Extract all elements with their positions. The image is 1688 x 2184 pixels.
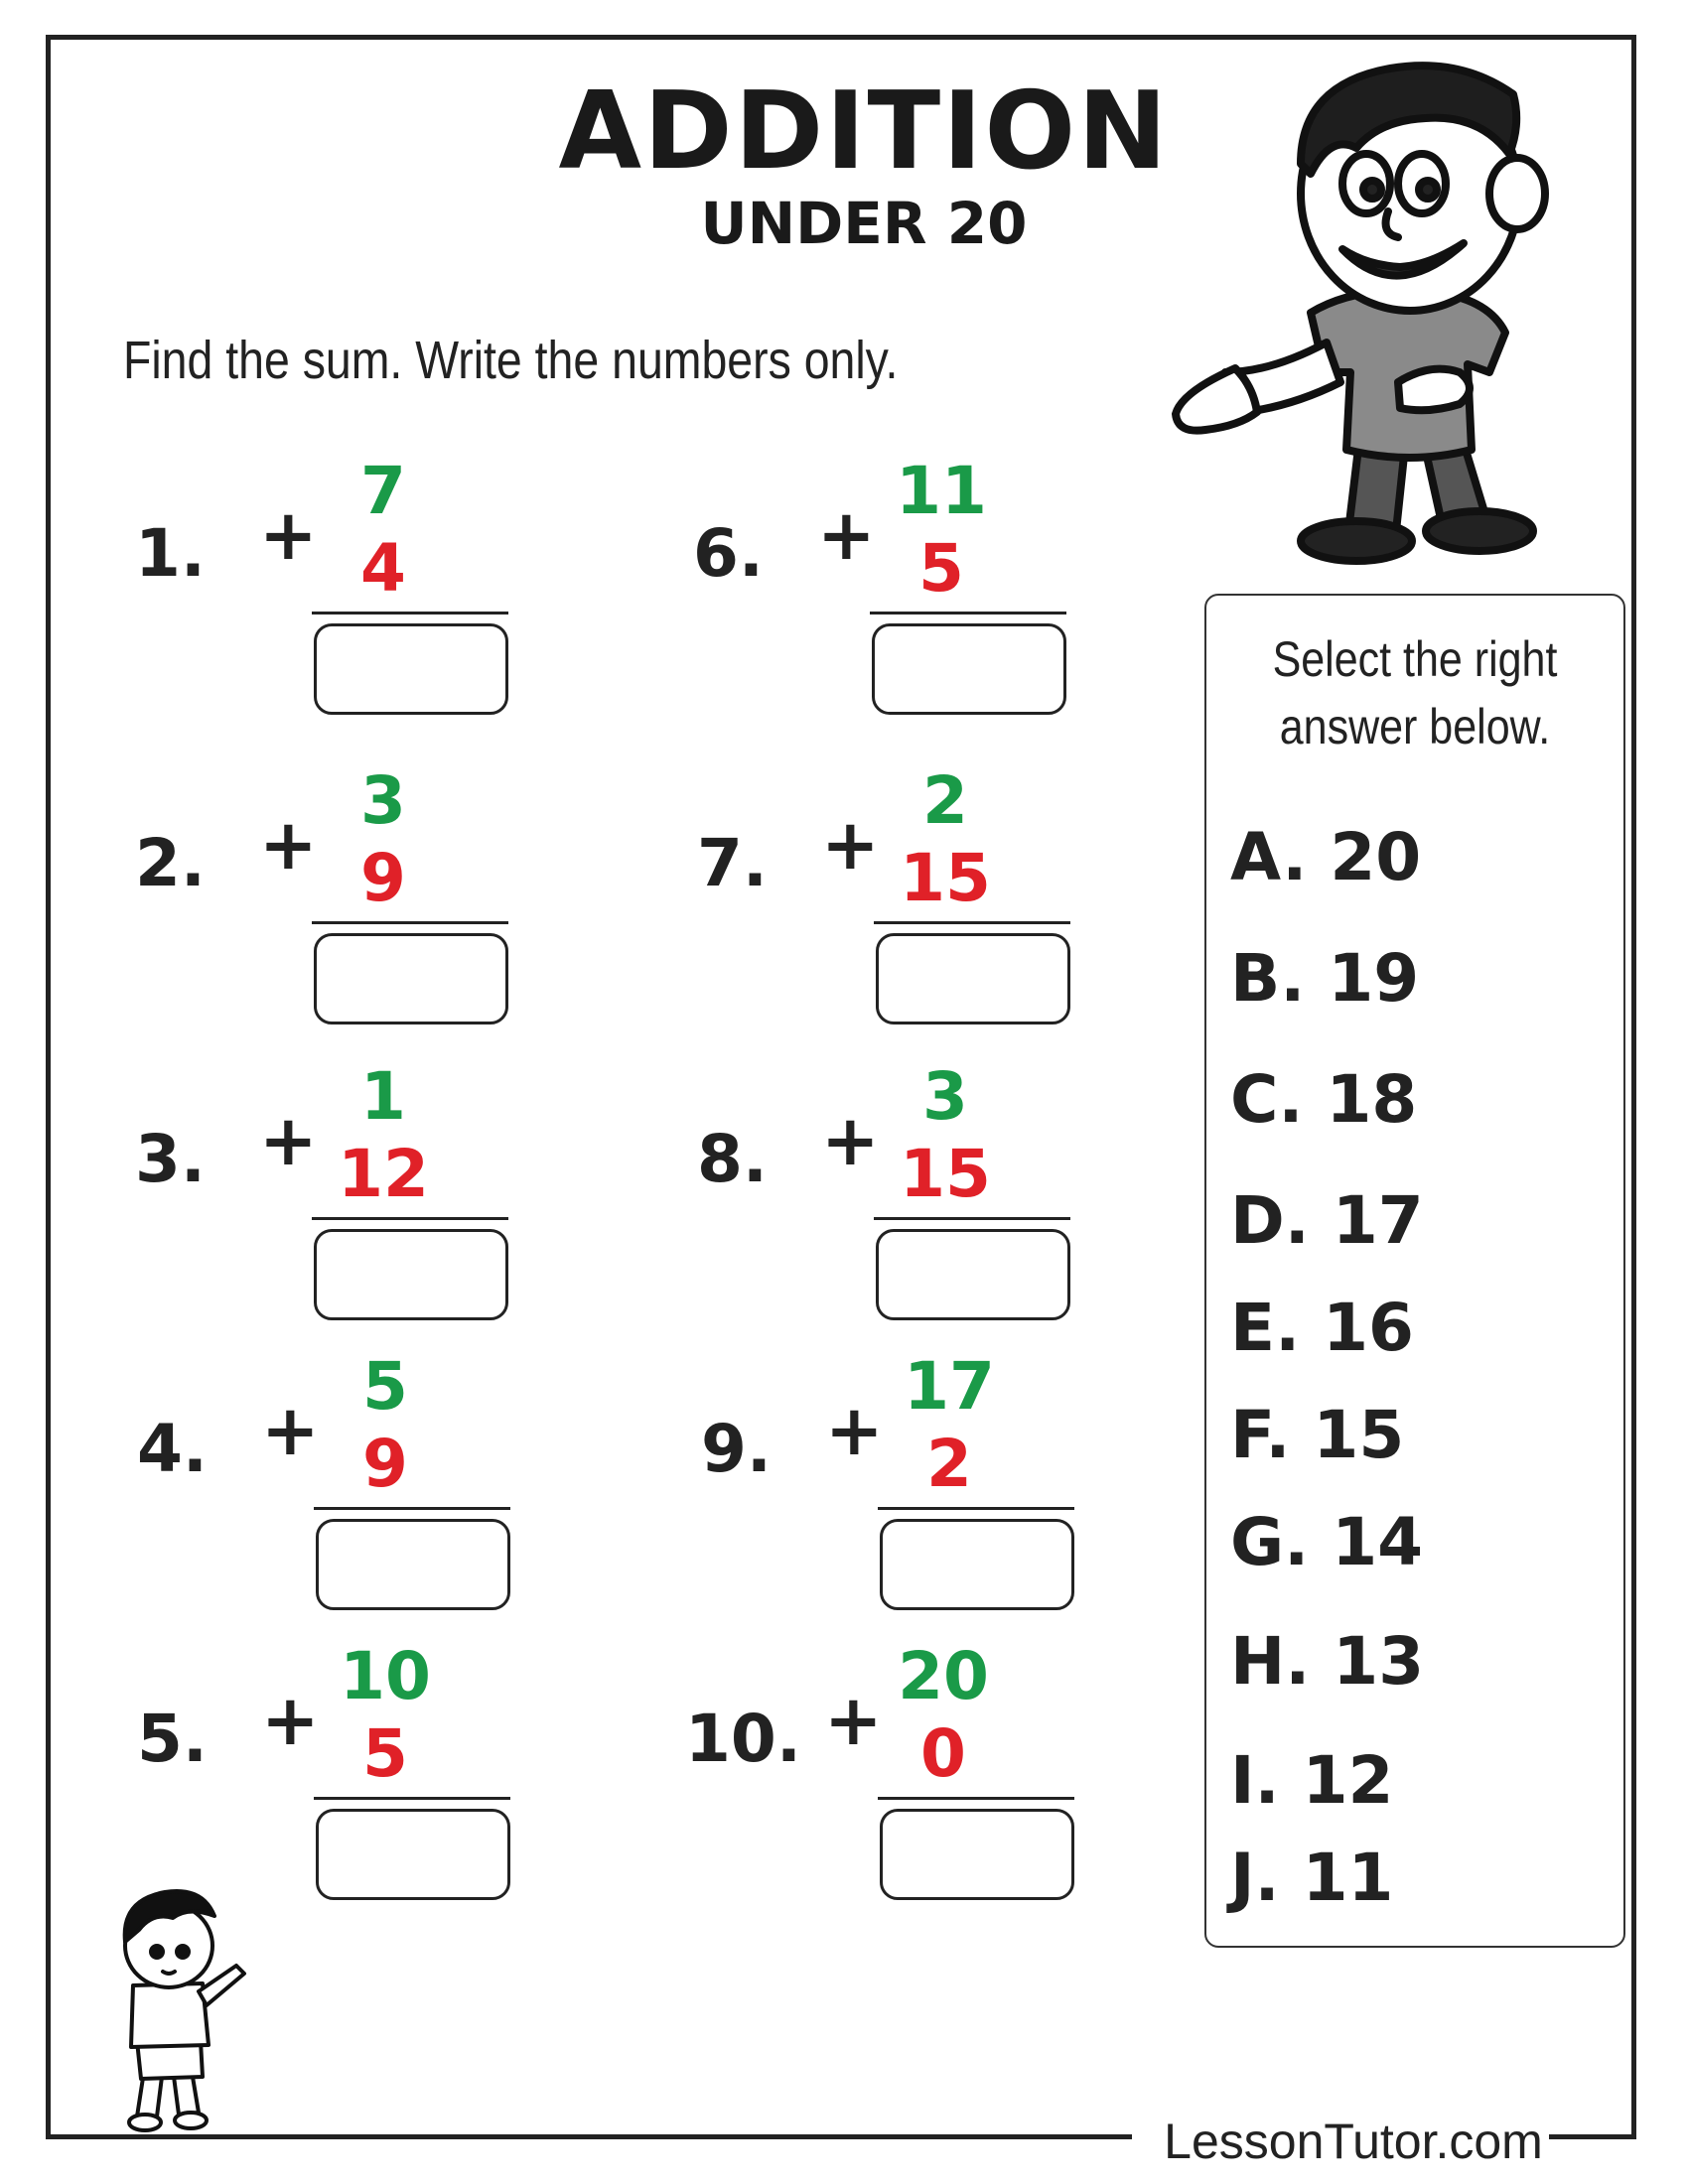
- problem-number: 3.: [135, 1121, 206, 1197]
- answer-box[interactable]: [316, 1519, 510, 1610]
- problem-number: 9.: [701, 1411, 772, 1487]
- problem-number: 8.: [697, 1121, 768, 1197]
- answer-box[interactable]: [880, 1809, 1074, 1900]
- problem-number: 6.: [693, 515, 764, 592]
- plus-sign: +: [259, 804, 318, 886]
- choice-j[interactable]: J. 11: [1230, 1840, 1394, 1916]
- top-addend: 3: [360, 762, 406, 839]
- plus-sign: +: [821, 1100, 880, 1181]
- worksheet-title: ADDITION: [558, 69, 1170, 194]
- problem-number: 7.: [697, 825, 768, 901]
- choice-b[interactable]: B. 19: [1230, 940, 1420, 1017]
- problem-6: [693, 453, 991, 721]
- top-addend: 5: [362, 1348, 408, 1425]
- answer-box[interactable]: [880, 1519, 1074, 1610]
- sum-line: [874, 921, 1070, 924]
- top-addend: 17: [904, 1348, 995, 1425]
- answer-box[interactable]: [314, 623, 508, 715]
- problem-number: 10.: [685, 1701, 801, 1777]
- top-addend: 11: [896, 453, 987, 529]
- problem-number: 4.: [137, 1411, 208, 1487]
- sum-line: [314, 1797, 510, 1800]
- problem-2: [135, 762, 433, 1030]
- plus-sign: +: [261, 1390, 320, 1471]
- plus-sign: +: [821, 804, 880, 886]
- problem-10: [685, 1638, 989, 1906]
- problem-number: 5.: [137, 1701, 208, 1777]
- bottom-addend: 9: [360, 840, 406, 916]
- choice-a[interactable]: A. 20: [1230, 819, 1422, 895]
- answer-panel-title: [1235, 625, 1594, 760]
- pointing-boy-illustration: [70, 1866, 268, 2144]
- bottom-addend: 9: [362, 1426, 408, 1502]
- bottom-addend: 5: [362, 1715, 408, 1792]
- answer-box[interactable]: [314, 1229, 508, 1320]
- answer-box[interactable]: [316, 1809, 510, 1900]
- choice-e[interactable]: E. 16: [1230, 1290, 1414, 1366]
- sum-line: [870, 612, 1066, 614]
- sum-line: [314, 1507, 510, 1510]
- plus-sign: +: [825, 1390, 884, 1471]
- choice-h[interactable]: H. 13: [1230, 1623, 1425, 1700]
- answer-choices-panel: [1204, 594, 1625, 1948]
- bottom-addend: 2: [926, 1426, 972, 1502]
- problem-1: [135, 453, 433, 721]
- instructions: Find the sum. Write the numbers only.: [123, 331, 899, 390]
- problem-4: [137, 1348, 435, 1616]
- answer-box[interactable]: [872, 623, 1066, 715]
- bottom-addend: 12: [338, 1136, 429, 1212]
- bottom-addend: 15: [900, 840, 991, 916]
- choice-f[interactable]: F. 15: [1230, 1397, 1405, 1473]
- bottom-addend: 4: [360, 530, 406, 607]
- problem-number: 2.: [135, 825, 206, 901]
- bottom-addend: 0: [920, 1715, 966, 1792]
- presenting-boy-illustration: [1162, 45, 1618, 581]
- choice-d[interactable]: D. 17: [1230, 1182, 1424, 1259]
- plus-sign: +: [824, 1680, 883, 1761]
- top-addend: 3: [922, 1058, 968, 1135]
- plus-sign: +: [259, 1100, 318, 1181]
- sum-line: [878, 1797, 1074, 1800]
- top-addend: 7: [360, 453, 406, 529]
- choice-g[interactable]: G. 14: [1230, 1504, 1424, 1580]
- sum-line: [312, 612, 508, 614]
- answer-title-line2: answer below.: [1279, 699, 1551, 754]
- answer-box[interactable]: [876, 933, 1070, 1024]
- bottom-addend: 15: [900, 1136, 991, 1212]
- plus-sign: +: [261, 1680, 320, 1761]
- problem-8: [697, 1058, 995, 1326]
- problem-3: [135, 1058, 433, 1326]
- top-addend: 2: [922, 762, 968, 839]
- answer-box[interactable]: [876, 1229, 1070, 1320]
- answer-title-line1: Select the right: [1272, 631, 1558, 687]
- bottom-addend: 5: [918, 530, 964, 607]
- choice-i[interactable]: I. 12: [1230, 1742, 1394, 1819]
- top-addend: 10: [340, 1638, 431, 1714]
- choice-c[interactable]: C. 18: [1230, 1061, 1418, 1138]
- top-addend: 1: [360, 1058, 406, 1135]
- problem-7: [697, 762, 995, 1030]
- problem-number: 1.: [135, 515, 206, 592]
- sum-line: [874, 1217, 1070, 1220]
- sum-line: [312, 1217, 508, 1220]
- plus-sign: +: [259, 494, 318, 576]
- sum-line: [312, 921, 508, 924]
- top-addend: 20: [898, 1638, 989, 1714]
- footer-site[interactable]: LessonTutor.com: [1164, 2114, 1543, 2169]
- problem-9: [701, 1348, 999, 1616]
- sum-line: [878, 1507, 1074, 1510]
- answer-box[interactable]: [314, 933, 508, 1024]
- plus-sign: +: [817, 494, 876, 576]
- worksheet-subtitle: UNDER 20: [700, 190, 1028, 257]
